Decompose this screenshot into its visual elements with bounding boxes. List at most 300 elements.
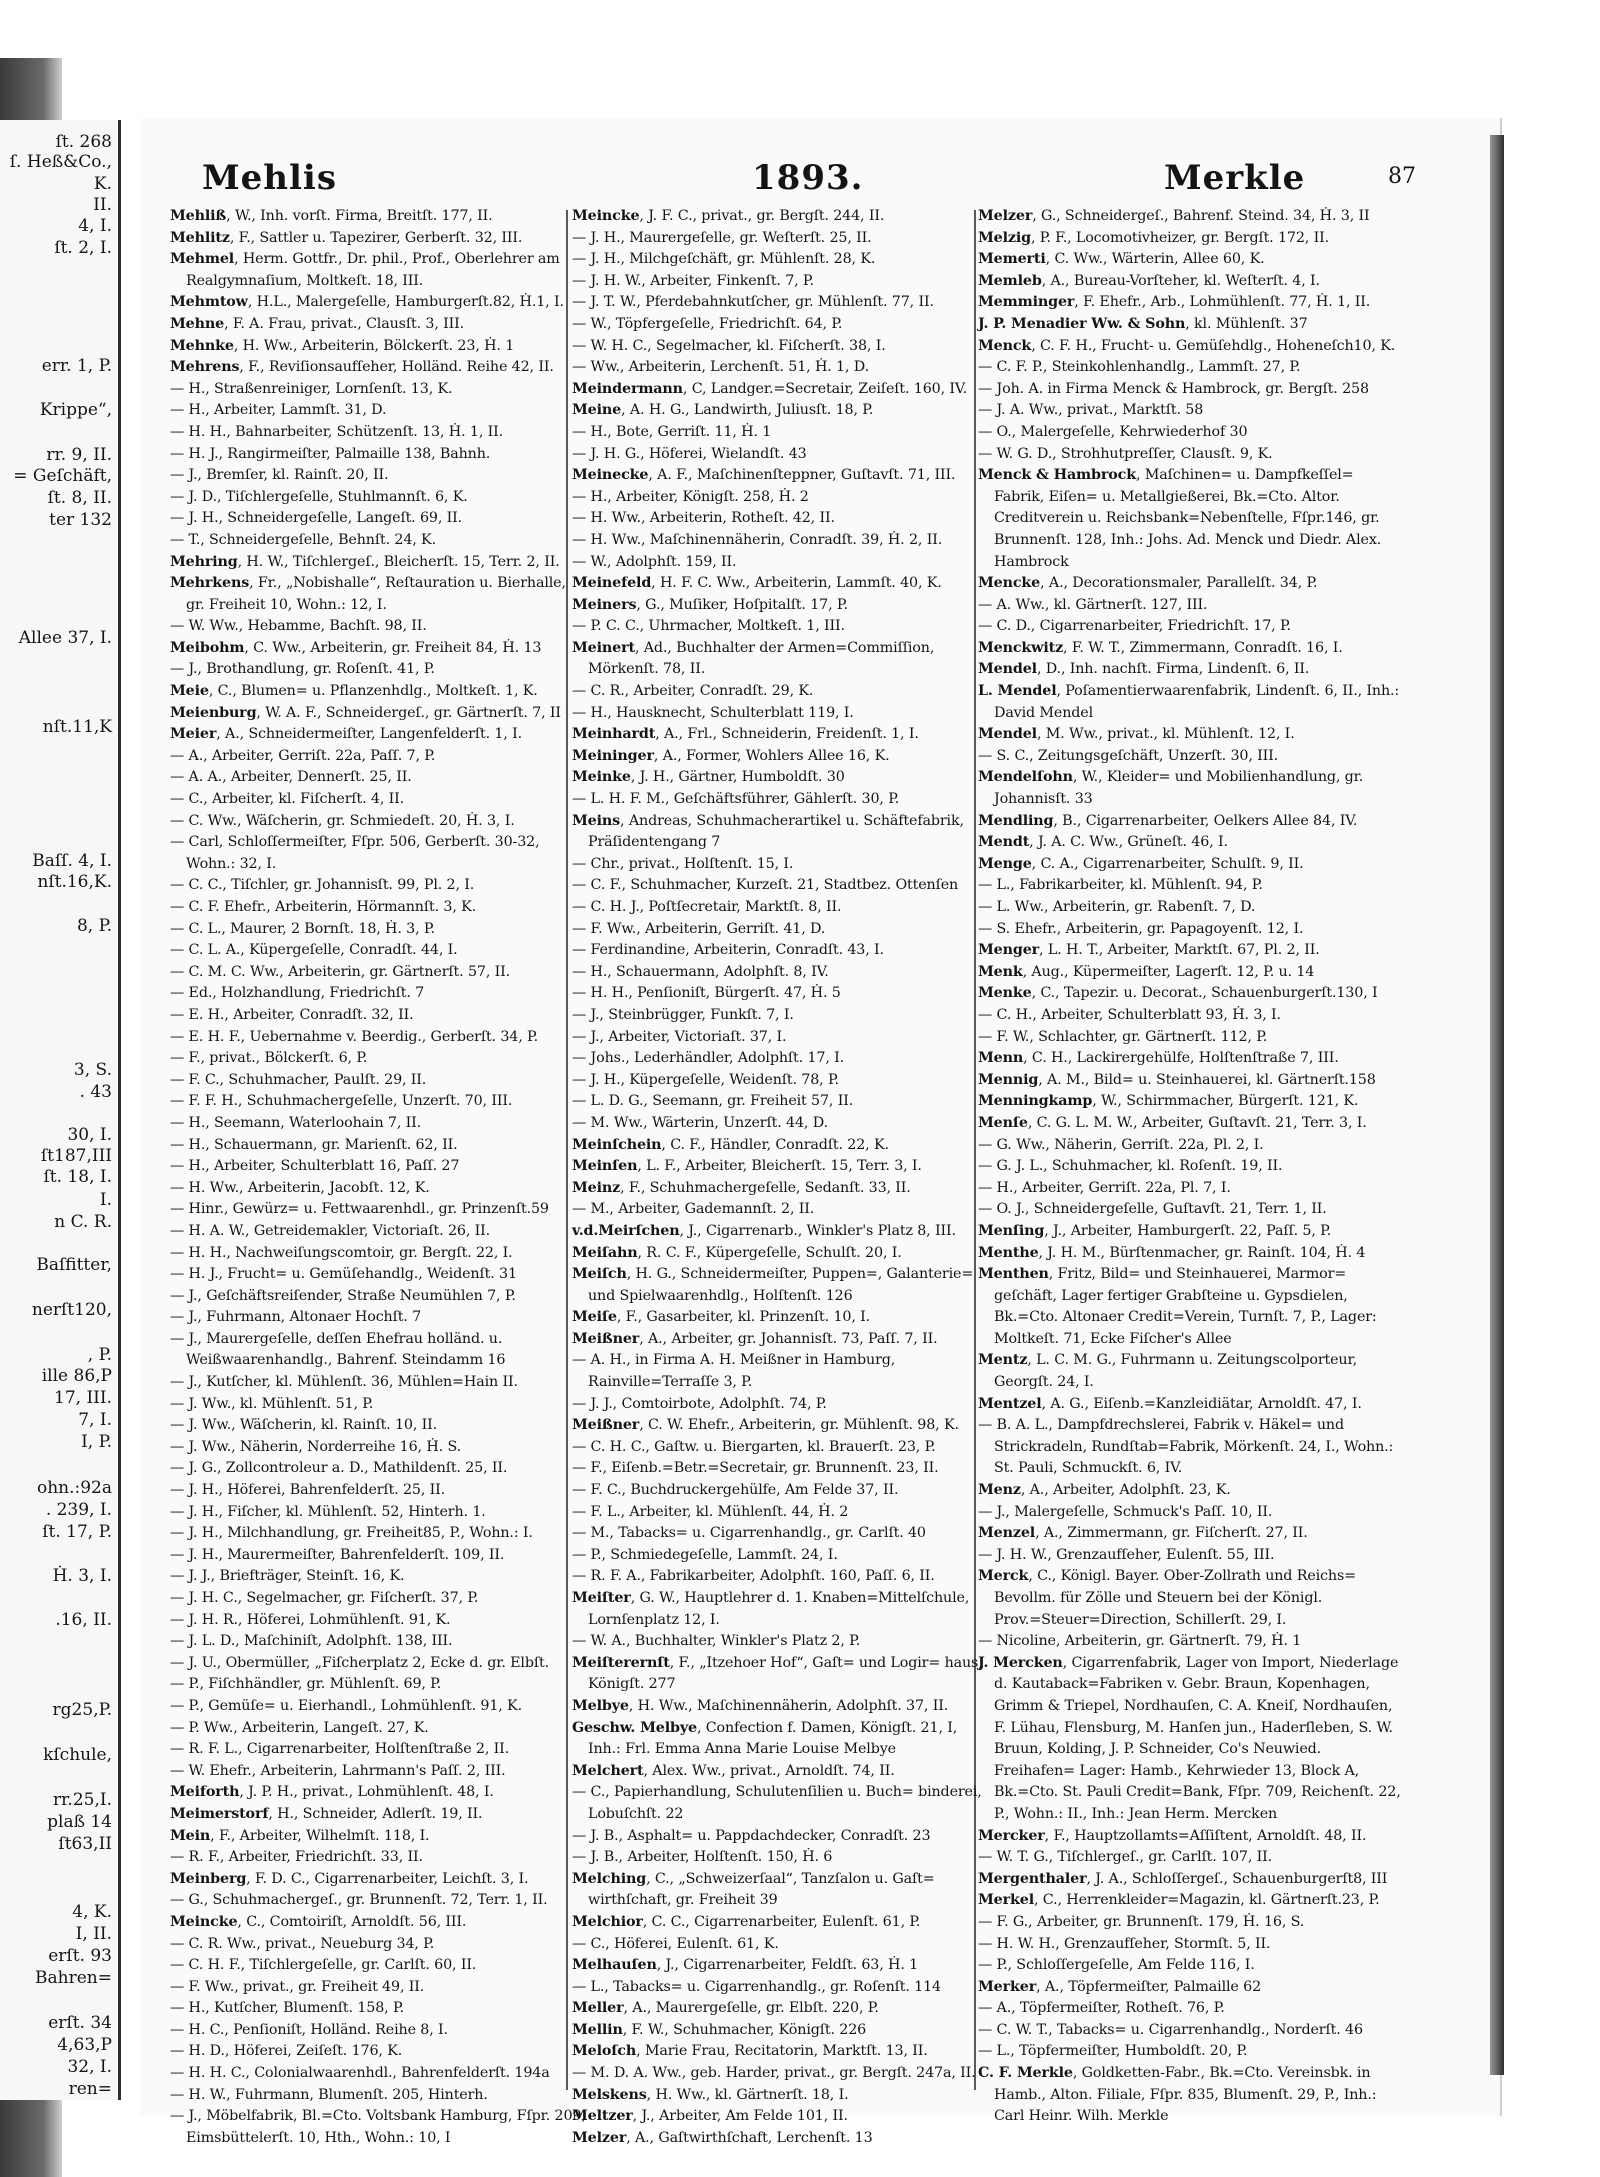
entry-surname: Meinecke	[572, 467, 649, 484]
previous-page-fragment: ſt. 17, P.	[42, 1522, 112, 1542]
entry-surname: Meimerstorf	[170, 1805, 269, 1822]
previous-page-fragment: Bahren=	[35, 1968, 112, 1988]
entry-surname: Mein	[170, 1827, 211, 1844]
entry-surname: Meins	[572, 812, 621, 829]
directory-entry: Meinert, Ad., Buchhalter der Armen=Commiſſion, Mörkenſt. 78, II.	[572, 639, 935, 678]
entry-surname: Memerti	[978, 251, 1046, 268]
previous-page-fragment: .16, II.	[55, 1610, 112, 1630]
directory-entry: — A., Töpfermeiſter, Rotheſt. 76, P.	[978, 2000, 1225, 2017]
directory-entry: — P., Schloſſergeſelle, Am Felde 116, I.	[978, 1957, 1255, 1974]
directory-entry: Menk, Aug., Küpermeiſter, Lagerſt. 12, P. u. 14	[978, 963, 1315, 980]
directory-entry: — L. Ww., Arbeiterin, gr. Rabenſt. 7, D.	[978, 899, 1256, 915]
entry-surname: L. Mendel	[978, 683, 1057, 700]
entry-surname: Melskens	[572, 2086, 647, 2103]
previous-page-fragment: 17, III.	[54, 1388, 112, 1408]
directory-entry: — A. H., in Firma A. H. Meißner in Hamburg, Rainville=Terraſſe 3, P.	[572, 1352, 896, 1391]
directory-entry: — H. Ww., Arbeiterin, Rotheſt. 42, II.	[572, 510, 835, 527]
directory-entry: Meiforth, J. P. H., privat., Lohmühlenſt. 48, I.	[170, 1784, 494, 1801]
entry-surname: Melching	[572, 1870, 647, 1887]
directory-entry: — F. C., Buchdruckergehülfe, Am Felde 37, II.	[572, 1482, 899, 1499]
directory-entry: Meindermann, C, Landger.=Secretair, Zeiſeſt. 160, IV.	[572, 380, 967, 397]
directory-entry: — J. Ww., Näherin, Norderreihe 16, Ḣ. S.	[170, 1438, 461, 1455]
previous-page-fragment: rg25,P.	[52, 1700, 112, 1720]
directory-entry: — F. L., Arbeiter, kl. Mühlenſt. 44, Ḣ. 2	[572, 1503, 849, 1520]
directory-entry: — J. U., Obermüller, „Fiſcherplatz 2, Ecke d. gr. Elbſt.	[170, 1654, 549, 1671]
directory-entry: Menge, C. A., Cigarrenarbeiter, Schulſt. 9, II.	[978, 855, 1304, 872]
directory-entry: — M. Ww., Wärterin, Unzerſt. 44, D.	[572, 1114, 828, 1131]
directory-entry: Mehmel, Herm. Gottfr., Dr. phil., Prof., Oberlehrer am Realgymnaſium, Moltkeſt. 18, III.	[170, 251, 560, 289]
entry-surname: Meienburg	[170, 704, 257, 721]
directory-entry: — J. H., Höferei, Bahrenfelderſt. 25, II.	[170, 1482, 446, 1499]
directory-entry: — Chr., privat., Holſtenſt. 15, I.	[572, 855, 794, 872]
entry-surname: Merkel	[978, 1892, 1034, 1909]
entry-surname: Merker	[978, 1978, 1037, 1995]
directory-entry: — P. Ww., Arbeiterin, Langeſt. 27, K.	[170, 1719, 429, 1736]
entry-surname: Meindermann	[572, 380, 683, 397]
entry-surname: Mehmel	[170, 251, 235, 268]
directory-entry: Mein, F., Arbeiter, Wilhelmſt. 118, I.	[170, 1827, 430, 1844]
directory-entry: — H. H., Bahnarbeiter, Schützenſt. 13, Ḣ. 1, II.	[170, 423, 504, 440]
directory-entry: — J. D., Tiſchlergeſelle, Stuhlmannſt. 6, K.	[170, 488, 468, 505]
previous-page-fragment: Baſfitter,	[36, 1255, 112, 1275]
directory-entry: Mehlitz, F., Sattler u. Tapezirer, Gerberſt. 32, III.	[170, 229, 523, 246]
directory-entry: Geschw. Melbye, Confection f. Damen, Königſt. 21, I, Inh.: Frl. Emma Anna Marie Louise Melbye	[572, 1719, 958, 1758]
entry-surname: Mergenthaler	[978, 1870, 1087, 1887]
directory-entry: — Ed., Holzhandlung, Friedrichſt. 7	[170, 985, 425, 1002]
directory-entry: — F. G., Arbeiter, gr. Brunnenſt. 179, Ḣ. 16, S.	[978, 1913, 1305, 1930]
previous-page-fragment: 32, I.	[67, 2057, 112, 2077]
directory-entry: — H. A. W., Getreidemakler, Victoriaſt. 26, II.	[170, 1222, 491, 1239]
directory-entry: — C. L. A., Küpergeſelle, Conradſt. 44, I.	[170, 942, 458, 959]
entry-surname: Menck	[978, 337, 1032, 354]
directory-entry: — J. L. D., Maſchiniſt, Adolphſt. 138, III.	[170, 1633, 453, 1650]
directory-entry: Meiſterernſt, F., „Itzehoer Hof“, Gaſt= und Logir= haus, Königſt. 277	[572, 1654, 983, 1693]
entry-surname: Mehlitz	[170, 229, 230, 246]
entry-surname: Menge	[978, 855, 1032, 872]
directory-entry: — T., Schneidergeſelle, Behnſt. 24, K.	[170, 531, 436, 548]
directory-entry: — F. W., Schlachter, gr. Gärtnerſt. 112, P.	[978, 1028, 1268, 1045]
entry-surname: Mendelſohn	[978, 769, 1073, 786]
entry-surname: Melchert	[572, 1762, 644, 1779]
previous-page-fragment: rr.25,I.	[53, 1790, 112, 1810]
directory-entry: — C. M. C. Ww., Arbeiterin, gr. Gärtnerſt. 57, II.	[170, 963, 511, 980]
directory-entry: Menke, C., Tapezir. u. Decorat., Schauenburgerſt.130, I	[978, 985, 1378, 1002]
previous-page-fragment: 3, S.	[73, 1060, 112, 1080]
previous-page-fragment: I, P.	[81, 1432, 112, 1452]
directory-entry: Meininger, A., Former, Wohlers Allee 16, K.	[572, 747, 890, 764]
previous-page-fragment: 4, I.	[78, 216, 112, 236]
entry-surname: Meiners	[572, 596, 637, 613]
directory-entry: — J. H. C., Segelmacher, gr. Fiſcherſt. 37, P.	[170, 1590, 479, 1606]
directory-entry: — Ww., Arbeiterin, Lerchenſt. 51, Ḣ. 1, D.	[572, 359, 869, 376]
directory-entry: — P., Schmiedegeſelle, Lammſt. 24, I.	[572, 1546, 838, 1563]
directory-entry: — J. H., Maurergeſelle, gr. Weſterſt. 25, II.	[572, 229, 872, 246]
directory-entry: Meinecke, A. F., Maſchinenſteppner, Guſtavſt. 71, III.	[572, 467, 956, 484]
entry-surname: Menckwitz	[978, 639, 1064, 656]
directory-entry: — J., Brothandlung, gr. Roſenſt. 41, P.	[170, 661, 435, 678]
directory-entry: Menz, A., Arbeiter, Adolphſt. 23, K.	[978, 1482, 1231, 1499]
directory-entry: — S. Ehefr., Arbeiterin, gr. Papagoyenſt. 12, I.	[978, 920, 1304, 937]
directory-entry: — J. H., Milchgeſchäft, gr. Mühlenſt. 28, K.	[572, 251, 876, 268]
previous-page-fragment: 30, I.	[67, 1125, 112, 1145]
directory-entry: Meißner, C. W. Ehefr., Arbeiterin, gr. Mühlenſt. 98, K.	[572, 1417, 959, 1434]
directory-entry: — R. F., Arbeiter, Friedrichſt. 33, II.	[170, 1849, 423, 1866]
directory-entry: Merker, A., Töpfermeiſter, Palmaille 62	[978, 1978, 1262, 1995]
previous-page-fragment: err. 1, P.	[41, 356, 112, 376]
left-headword: Mehlis	[202, 158, 337, 198]
previous-page-fragment: ſt. 18, I.	[43, 1167, 112, 1187]
directory-entry: — C. R., Arbeiter, Conradſt. 29, K.	[572, 683, 814, 700]
directory-entry: Mennig, A. M., Bild= u. Steinhauerei, kl. Gärtnerſt.158	[978, 1071, 1376, 1088]
directory-entry: — F. Ww., Arbeiterin, Gerriſt. 41, D.	[572, 920, 826, 937]
directory-entry: Melchert, Alex. Ww., privat., Arnoldſt. 74, II.	[572, 1762, 895, 1779]
directory-entry: Meine, A. H. G., Landwirth, Juliusſt. 18, P.	[572, 402, 874, 419]
directory-entry: — Joh. A. in Firma Menck & Hambrock, gr. Bergſt. 258	[978, 380, 1369, 397]
previous-page-fragment: ſt. 8, II.	[47, 488, 112, 508]
entry-surname: Memleb	[978, 272, 1042, 289]
entry-surname: Meiſter	[572, 1590, 631, 1606]
directory-entry: Meinberg, F. D. C., Cigarrenarbeiter, Leichſt. 3, I.	[170, 1870, 529, 1887]
directory-entry: — J. T. W., Pferdebahnkutſcher, gr. Mühlenſt. 77, II.	[572, 294, 934, 311]
entry-surname: C. F. Merkle	[978, 2065, 1073, 2082]
entry-surname: Meltzer	[572, 2108, 633, 2125]
previous-page-fragment: . 43	[79, 1082, 112, 1102]
directory-entry: Meiſch, H. G., Schneidermeiſter, Puppen=, Galanterie= und Spielwaarenhdlg., Holſtenſt. 126	[572, 1266, 974, 1304]
directory-entry: Menſe, C. G. L. M. W., Arbeiter, Guſtavſt. 21, Terr. 3, I.	[978, 1114, 1367, 1131]
directory-entry: Melskens, H. Ww., kl. Gärtnerſt. 18, I.	[572, 2086, 849, 2103]
directory-entry: — C. F. P., Steinkohlenhandlg., Lammſt. 27, P.	[978, 359, 1301, 376]
entry-surname: Mehne	[170, 315, 225, 332]
previous-page-fragment: erſt. 34	[48, 2013, 112, 2033]
directory-entry: v.d.Meirſchen, J., Cigarrenarb., Winkler's Platz 8, III.	[572, 1222, 956, 1239]
directory-entry: — L., Tabacks= u. Cigarrenhandlg., gr. Roſenſt. 114	[572, 1978, 941, 1995]
entry-surname: Mentz	[978, 1352, 1028, 1369]
directory-entry: — W. A., Buchhalter, Winkler's Platz 2, P.	[572, 1633, 861, 1650]
previous-page-fragment: Krippe“,	[39, 400, 112, 420]
directory-entry: — J. H., Maurermeiſter, Bahrenfelderſt. 109, II.	[170, 1546, 505, 1563]
directory-entry: Mehrens, F., Reviſionsaufſeher, Holländ. Reihe 42, II.	[170, 359, 554, 376]
directory-entry: — J. J., Comtoirbote, Adolphſt. 74, P.	[572, 1395, 827, 1412]
entry-surname: Meincke	[170, 1913, 238, 1930]
entry-surname: Meinberg	[170, 1870, 247, 1887]
directory-entry: Menzel, A., Zimmermann, gr. Fiſcherſt. 27, II.	[978, 1525, 1308, 1542]
directory-entry: — H., Schauermann, gr. Marienſt. 62, II.	[170, 1136, 458, 1153]
entry-surname: Mendel	[978, 661, 1037, 678]
directory-entry: Meloſch, Marie Frau, Recitatorin, Marktſt. 13, II.	[572, 2043, 928, 2060]
entry-surname: Mehrens	[170, 359, 240, 376]
directory-entry: — W. T. G., Tiſchlergeſ., gr. Carlſt. 107, II.	[978, 1849, 1273, 1866]
previous-page-fragment: I.	[99, 1190, 112, 1210]
entry-surname: Melzer	[572, 2129, 627, 2146]
directory-entry: Menck & Hambrock, Maſchinen= u. Dampfkeſſel= Fabrik, Eiſen= u. Metallgießerei, Bk.=Cto. Altor. Creditverein u. Reichsbank=Nebenſtelle, Fſpr.146, gr. Brunnenſt. 128, Inh.: Johs. Ad. Menck und Diedr. Alex. Hambrock	[978, 467, 1382, 570]
entry-surname: Menthe	[978, 1244, 1039, 1261]
previous-page-fragment: erſt. 93	[48, 1946, 112, 1966]
entry-surname: Mendt	[978, 834, 1030, 851]
directory-entry: J. P. Menadier Ww. & Sohn, kl. Mühlenſt. 37	[978, 315, 1308, 332]
directory-entry: Melhauſen, J., Cigarrenarbeiter, Feldſt. 63, Ḣ. 1	[572, 1957, 919, 1974]
entry-surname: Mehring	[170, 553, 238, 570]
directory-entry: — H. D., Höferei, Zeiſeſt. 176, K.	[170, 2043, 403, 2060]
directory-entry: — J., Kutſcher, kl. Mühlenſt. 36, Mühlen=Hain II.	[170, 1374, 518, 1391]
directory-entry: — J. H. W., Grenzaufſeher, Eulenſt. 55, III.	[978, 1546, 1275, 1563]
directory-entry: — H., Arbeiter, Gerriſt. 22a, Pl. 7, I.	[978, 1179, 1231, 1196]
directory-entry: — H., Seemann, Waterloohain 7, II.	[170, 1114, 422, 1131]
directory-entry: — F., privat., Bölckerſt. 6, P.	[170, 1050, 368, 1067]
entry-surname: Menzel	[978, 1525, 1036, 1542]
directory-entry: — P., Fiſchhändler, gr. Mühlenſt. 69, P.	[170, 1676, 442, 1693]
directory-entry: J. Mercken, Cigarrenfabrik, Lager von Import, Niederlage d. Kautaback=Fabriken v. Gebr. Braun, Kopenhagen, Grimm & Triepel, Nordhauſen, C. A. Kneiſ, Nordhauſen, F. Lühau, Flensburg, M. Hanſen jun., Haderſleben, S. W. Bruun, Kolding, J. P. Schneider, Co's Neuwied. Freihafen= Lager: Hamb., Kehrwieder 13, Block A, Bk.=Cto. St. Pauli Credit=Bank, Fſpr. 709, Reichenſt. 22, P., Wohn.: II., Inh.: Jean Herm. Mercken	[978, 1654, 1401, 1822]
directory-entry: Memerti, C. Ww., Wärterin, Allee 60, K.	[978, 251, 1265, 268]
entry-surname: Mencke	[978, 575, 1041, 592]
directory-entry: — C. H. F., Tiſchlergeſelle, gr. Carlſt. 60, II.	[170, 1957, 477, 1974]
right-headword: Merkle	[1164, 158, 1306, 198]
directory-entry: Mendel, M. Ww., privat., kl. Mühlenſt. 12, I.	[978, 726, 1295, 743]
entry-surname: Meinſchein	[572, 1136, 662, 1153]
directory-entry: Mehmtow, H.L., Malergeſelle, Hamburgerſt.82, Ḣ.1, I.	[170, 294, 564, 311]
directory-entry: — Ferdinandine, Arbeiterin, Conradſt. 43, I.	[572, 942, 884, 959]
directory-entry: — F., Eiſenb.=Betr.=Secretair, gr. Brunnenſt. 23, II.	[572, 1460, 939, 1477]
directory-entry: — J. J., Briefträger, Steinſt. 16, K.	[170, 1568, 405, 1585]
directory-entry: — E. H. F., Uebernahme v. Beerdig., Gerberſt. 34, P.	[170, 1028, 538, 1045]
entry-surname: Meller	[572, 2000, 624, 2017]
previous-page-fragment: rr. 9, II.	[46, 445, 112, 465]
directory-entry: — L., Fabrikarbeiter, kl. Mühlenſt. 94, P.	[978, 877, 1263, 894]
directory-entry: Meltzer, J., Arbeiter, Am Felde 101, II.	[572, 2108, 848, 2125]
previous-page-fragment: ter 132	[49, 510, 112, 530]
previous-page-fragment: ren=	[68, 2079, 112, 2099]
directory-entry: — H. H., Penſioniſt, Bürgerſt. 47, Ḣ. 5	[572, 985, 841, 1002]
directory-entry: — J., Malergeſelle, Schmuck's Paſſ. 10, II.	[978, 1503, 1273, 1520]
directory-entry: — H. W., Fuhrmann, Blumenſt. 205, Hinterh.	[170, 2086, 488, 2103]
directory-entry: — M., Tabacks= u. Cigarrenhandlg., gr. Carlſt. 40	[572, 1525, 926, 1542]
directory-entry: — J. H., Schneidergeſelle, Langeſt. 69, II.	[170, 510, 463, 527]
previous-page-fragment: ſt63,II	[58, 1834, 112, 1854]
directory-entry: — G. Ww., Näherin, Gerriſt. 22a, Pl. 2, I.	[978, 1136, 1264, 1153]
directory-entry: Melzer, A., Gaſtwirthſchaft, Lerchenſt. 13	[572, 2129, 873, 2146]
directory-entry: Menſing, J., Arbeiter, Hamburgerſt. 22, Paſſ. 5, P.	[978, 1222, 1332, 1239]
directory-entry: Meimerstorf, H., Schneider, Adlerſt. 19, II.	[170, 1805, 483, 1822]
directory-entry: L. Mendel, Poſamentierwaarenfabrik, Lindenſt. 6, II., Inh.: David Mendel	[978, 683, 1400, 721]
directory-entry: — C., Papierhandlung, Schulutenſilien u. Buch= binderei, Lobuſchſt. 22	[572, 1784, 982, 1822]
previous-page-fragment: Baſſ. 4, I.	[32, 851, 112, 871]
entry-surname: Meiſahn	[572, 1244, 638, 1261]
previous-page-fragment: ohn.:92a	[36, 1478, 112, 1498]
directory-entry: Meincke, C., Comtoiriſt, Arnoldſt. 56, III.	[170, 1913, 467, 1930]
directory-entry: — G. J. L., Schuhmacher, kl. Roſenſt. 19, II.	[978, 1158, 1283, 1175]
entry-surname: Meine	[572, 402, 622, 419]
directory-entry: Meiſe, F., Gasarbeiter, kl. Prinzenſt. 10, I.	[572, 1309, 871, 1326]
directory-entry: Melching, C., „Schweizerſaal“, Tanzſalon u. Gaſt= wirthſchaft, gr. Freiheit 39	[572, 1870, 935, 1909]
previous-page-fragment: nerſt120,	[31, 1300, 112, 1320]
directory-entry: — L. H. F. M., Geſchäftsführer, Gählerſt. 30, P.	[572, 791, 900, 808]
directory-entry: Melbye, H. Ww., Maſchinennäherin, Adolphſt. 37, II.	[572, 1697, 949, 1714]
directory-entry: — F. C., Schuhmacher, Paulſt. 29, II.	[170, 1071, 427, 1088]
directory-entry: — J. G., Zollcontroleur a. D., Mathildenſt. 25, II.	[170, 1460, 508, 1477]
directory-entry: — A. A., Arbeiter, Dennerſt. 25, II.	[170, 769, 412, 786]
column-1	[170, 206, 586, 2146]
directory-entry: — M., Arbeiter, Gademannſt. 2, II.	[572, 1201, 815, 1218]
directory-entry: — G., Schuhmachergeſ., gr. Brunnenſt. 72, Terr. 1, II.	[170, 1892, 548, 1909]
directory-entry: Meiſahn, R. C. F., Küpergeſelle, Schulſt. 20, I.	[572, 1244, 902, 1261]
previous-page-fragment: kſchule,	[43, 1745, 112, 1765]
directory-entry: — C. C., Tiſchler, gr. Johannisſt. 99, Pl. 2, I.	[170, 877, 475, 894]
entry-surname: Mercker	[978, 1827, 1045, 1844]
directory-entry: — H., Arbeiter, Lammſt. 31, D.	[170, 402, 387, 419]
directory-entry: Meinſchein, C. F., Händler, Conradſt. 22, K.	[572, 1136, 889, 1153]
directory-entry: — L., Töpfermeiſter, Humboldſt. 20, P.	[978, 2043, 1248, 2060]
directory-entry: Mehrkens, Fr., „Nobishalle“, Reſtauration u. Bierhalle, gr. Freiheit 10, Wohn.: 12, I.	[170, 575, 566, 613]
directory-entry: — A., Arbeiter, Gerriſt. 22a, Paſſ. 7, P.	[170, 747, 436, 764]
directory-entry: — A. Ww., kl. Gärtnerſt. 127, III.	[978, 596, 1208, 613]
directory-entry: — O. J., Schneidergeſelle, Guſtavſt. 21, Terr. 1, II.	[978, 1201, 1327, 1218]
entry-surname: Menger	[978, 942, 1040, 959]
entry-surname: Meinert	[572, 639, 635, 656]
directory-entry: Menningkamp, W., Schirmmacher, Bürgerſt. 121, K.	[978, 1093, 1359, 1110]
directory-entry: Meins, Andreas, Schuhmacherartikel u. Schäftefabrik, Präſidentengang 7	[572, 812, 964, 851]
previous-page-fragment: Allee 37, I.	[18, 628, 112, 648]
directory-entry: — H. J., Rangirmeiſter, Palmaille 138, Bahnh.	[170, 445, 491, 462]
directory-entry: — J. H., Fiſcher, kl. Mühlenſt. 52, Hinterh. 1.	[170, 1503, 486, 1520]
directory-entry: Meißner, A., Arbeiter, gr. Johannisſt. 73, Paſſ. 7, II.	[572, 1330, 938, 1347]
directory-entry: — C. Ww., Wäſcherin, gr. Schmiedeſt. 20, Ḣ. 3, I.	[170, 812, 515, 829]
entry-surname: J. Mercken	[978, 1654, 1063, 1671]
previous-page-fragment: nſt.16,K.	[37, 872, 112, 892]
entry-surname: Mehmtow	[170, 294, 248, 311]
directory-entry: — L. D. G., Seemann, gr. Freiheit 57, II.	[572, 1093, 854, 1110]
entry-surname: Meiſe	[572, 1309, 617, 1326]
directory-entry: Menck, C. F. H., Frucht- u. Gemüſehdlg., Hoheneſch10, K.	[978, 337, 1396, 354]
directory-entry: Mehnke, H. Ww., Arbeiterin, Bölckerſt. 23, Ḣ. 1	[170, 337, 515, 354]
directory-entry: — P., Gemüſe= u. Eierhandl., Lohmühlenſt. 91, K.	[170, 1697, 522, 1714]
previous-page-fragment: ille 86,P	[41, 1366, 112, 1386]
directory-entry: — H. H. C., Colonialwaarenhdl., Bahrenfelderſt. 194a	[170, 2065, 550, 2082]
year: 1893.	[752, 158, 864, 198]
directory-entry: — W. Ww., Hebamme, Bachſt. 98, II.	[170, 618, 427, 635]
directory-entry: — H., Bote, Gerriſt. 11, Ḣ. 1	[572, 423, 772, 440]
directory-entry: Merkel, C., Herrenkleider=Magazin, kl. Gärtnerſt.23, P.	[978, 1892, 1380, 1909]
entry-surname: Meißner	[572, 1417, 640, 1434]
entry-surname: Geschw. Melbye	[572, 1719, 697, 1736]
directory-entry: — E. H., Arbeiter, Conradſt. 32, II.	[170, 1006, 414, 1023]
entry-surname: Meibohm	[170, 639, 245, 656]
entry-surname: Memminger	[978, 294, 1075, 311]
directory-entry: Meie, C., Blumen= u. Pflanzenhdlg., Moltkeſt. 1, K.	[170, 683, 538, 700]
entry-surname: Meiſch	[572, 1266, 627, 1283]
entry-surname: Menck & Hambrock	[978, 467, 1136, 484]
directory-entry: — W., Adolphſt. 159, II.	[572, 553, 737, 570]
previous-page-fragment: 7, I.	[78, 1410, 112, 1430]
entry-surname: Mehliß	[170, 208, 227, 224]
directory-entry: — H. Ww., Arbeiterin, Jacobſt. 12, K.	[170, 1179, 430, 1196]
previous-page-fragment: 4, K.	[72, 1902, 112, 1922]
directory-entry: — C. L., Maurer, 2 Bornſt. 18, Ḣ. 3, P.	[170, 920, 435, 937]
directory-entry: — J., Maurergeſelle, deſſen Ehefrau holländ. u. Weißwaarenhandlg., Bahrenf. Steindamm 16	[170, 1330, 506, 1369]
entry-surname: Meininger	[572, 747, 654, 764]
entry-surname: Menz	[978, 1482, 1021, 1499]
entry-surname: Meißner	[572, 1330, 640, 1347]
directory-entry: Meiſter, G. W., Hauptlehrer d. 1. Knaben=Mittelſchule, Lornſenplatz 12, I.	[572, 1590, 970, 1628]
directory-entry: — W. G. D., Strohhutpreſſer, Clausſt. 9, K.	[978, 445, 1273, 462]
entry-surname: Mendel	[978, 726, 1037, 743]
entry-surname: Melzer	[978, 208, 1033, 224]
directory-entry: — C. H. J., Poſtſecretair, Marktſt. 8, II.	[572, 899, 842, 915]
directory-entry: Mentz, L. C. M. G., Fuhrmann u. Zeitungscolporteur, Georgſt. 24, I.	[978, 1352, 1357, 1391]
entry-surname: Meier	[170, 726, 217, 743]
directory-entry: Melzig, P. F., Locomotivheizer, gr. Bergſt. 172, II.	[978, 229, 1329, 246]
directory-entry: — R. F. L., Cigarrenarbeiter, Holſtenſtraße 2, II.	[170, 1741, 510, 1758]
previous-page-fragment: . 239, I.	[45, 1500, 112, 1520]
previous-page-fragment: nſt.11,K	[42, 717, 112, 737]
directory-entry: — M. D. A. Ww., geb. Harder, privat., gr. Bergſt. 247a, II.	[572, 2065, 976, 2082]
directory-entry: — Johs., Lederhändler, Adolphſt. 17, I.	[572, 1050, 845, 1067]
entry-surname: Mehrkens	[170, 575, 250, 592]
entry-surname: Mennig	[978, 1071, 1039, 1088]
directory-entry: — Nicoline, Arbeiterin, gr. Gärtnerſt. 79, Ḣ. 1	[978, 1633, 1302, 1650]
directory-entry: Melchior, C. C., Cigarrenarbeiter, Eulenſt. 61, P.	[572, 1913, 921, 1930]
entry-surname: Melhauſen	[572, 1957, 657, 1974]
directory-entry: — H., Schauermann, Adolphſt. 8, IV.	[572, 963, 829, 980]
directory-entry: Mencke, A., Decorationsmaler, Parallelſt. 34, P.	[978, 575, 1318, 592]
entry-surname: Melzig	[978, 229, 1031, 246]
directory-entry: Mehliß, W., Inh. vorſt. Firma, Breitſt. 177, II.	[170, 208, 493, 224]
entry-surname: Meloſch	[572, 2043, 637, 2060]
directory-entry: — F. Ww., privat., gr. Freiheit 49, II.	[170, 1978, 425, 1995]
directory-entry: Mercker, F., Hauptzollamts=Aſſiſtent, Arnoldſt. 48, II.	[978, 1827, 1367, 1844]
directory-entry: — H. W. H., Grenzaufſeher, Stormſt. 5, II.	[978, 1935, 1271, 1952]
directory-entry: Melzer, G., Schneidergeſ., Bahrenf. Steind. 34, Ḣ. 3, II	[978, 208, 1370, 224]
directory-entry: Meinz, F., Schuhmachergeſelle, Sedanſt. 33, II.	[572, 1179, 911, 1196]
entry-surname: Meinz	[572, 1179, 621, 1196]
previous-page-fragment: plaß 14	[47, 1812, 112, 1832]
directory-entry: — C. H. C., Gaſtw. u. Biergarten, kl. Brauerſt. 23, P.	[572, 1438, 936, 1455]
previous-page-fragment: 4,63,P	[57, 2035, 112, 2055]
directory-entry: Menthen, Fritz, Bild= und Steinhauerei, Marmor= geſchäft, Lager fertiger Grabſteine u. Gypsdielen, Bk.=Cto. Altonaer Credit=Verein, Turnſt. 7, P., Lager: Moltkeſt. 71, Ecke Fiſcher's Allee	[978, 1266, 1377, 1347]
directory-entry: Mendelſohn, W., Kleider= und Mobilienhandlung, gr. Johannisſt. 33	[978, 769, 1364, 808]
directory-entry: — J., Bremſer, kl. Rainſt. 20, II.	[170, 467, 389, 484]
directory-entry: — J. B., Asphalt= u. Pappdachdecker, Conradſt. 23	[572, 1827, 931, 1844]
directory-entry: Mentzel, A. G., Eiſenb.=Kanzleidiätar, Arnoldſt. 47, I.	[978, 1395, 1362, 1412]
directory-entry: Merck, C., Königl. Bayer. Ober-Zollrath und Reichs= Bevollm. für Zölle und Steuern bei der Königl. Prov.=Steuer=Direction, Schillerſt. 29, I.	[978, 1568, 1356, 1628]
directory-entry: — F. F. H., Schuhmachergeſelle, Unzerſt. 70, III.	[170, 1093, 513, 1110]
entry-surname: Meinefeld	[572, 575, 652, 592]
previous-page-fragment: ſt. 2, I.	[54, 238, 112, 258]
directory-entry: Meller, A., Maurergeſelle, gr. Elbſt. 220, P.	[572, 2000, 879, 2017]
entry-surname: Mentzel	[978, 1395, 1042, 1412]
directory-entry: Meiners, G., Muſiker, Hoſpitalſt. 17, P.	[572, 596, 848, 613]
directory-entry: — J. Ww., kl. Mühlenſt. 51, P.	[170, 1395, 374, 1412]
directory-entry: Mehne, F. A. Frau, privat., Clausſt. 3, III.	[170, 315, 464, 332]
entry-surname: Menſing	[978, 1222, 1045, 1239]
directory-entry: Menger, L. H. T., Arbeiter, Marktſt. 67, Pl. 2, II.	[978, 942, 1320, 959]
previous-page-fragment: II.	[93, 195, 112, 215]
directory-entry: — H. C., Penſioniſt, Holländ. Reihe 8, I.	[170, 2021, 448, 2038]
entry-surname: J. P. Menadier Ww. & Sohn	[978, 315, 1186, 332]
directory-entry: Mendt, J. A. C. Ww., Grüneſt. 46, I.	[978, 834, 1228, 851]
directory-entry: Mehring, H. W., Tiſchlergeſ., Bleicherſt. 15, Terr. 2, II.	[170, 553, 560, 570]
directory-entry: Meinſen, L. F., Arbeiter, Bleicherſt. 15, Terr. 3, I.	[572, 1158, 922, 1175]
directory-entry: — H. Ww., Maſchinennäherin, Conradſt. 39, Ḣ. 2, II.	[572, 531, 943, 548]
directory-entry: — Carl, Schloſſermeiſter, Fſpr. 506, Gerberſt. 30-32, Wohn.: 32, I.	[170, 834, 540, 872]
directory-entry: — C., Arbeiter, kl. Fiſcherſt. 4, II.	[170, 791, 405, 808]
previous-page-fragment: Ḣ. 3, I.	[52, 1566, 112, 1586]
previous-page-fragment: n C. R.	[54, 1212, 112, 1232]
directory-entry: — J. Ww., Wäſcherin, kl. Rainſt. 10, II.	[170, 1417, 438, 1434]
directory-entry: — O., Malergeſelle, Kehrwiederhof 30	[978, 423, 1248, 440]
entry-surname: Menthen	[978, 1266, 1049, 1283]
entry-surname: Melbye	[572, 1697, 629, 1714]
directory-entry: Meinke, J. H., Gärtner, Humboldſt. 30	[572, 769, 845, 786]
directory-entry: — C., Höferei, Eulenſt. 61, K.	[572, 1935, 779, 1952]
